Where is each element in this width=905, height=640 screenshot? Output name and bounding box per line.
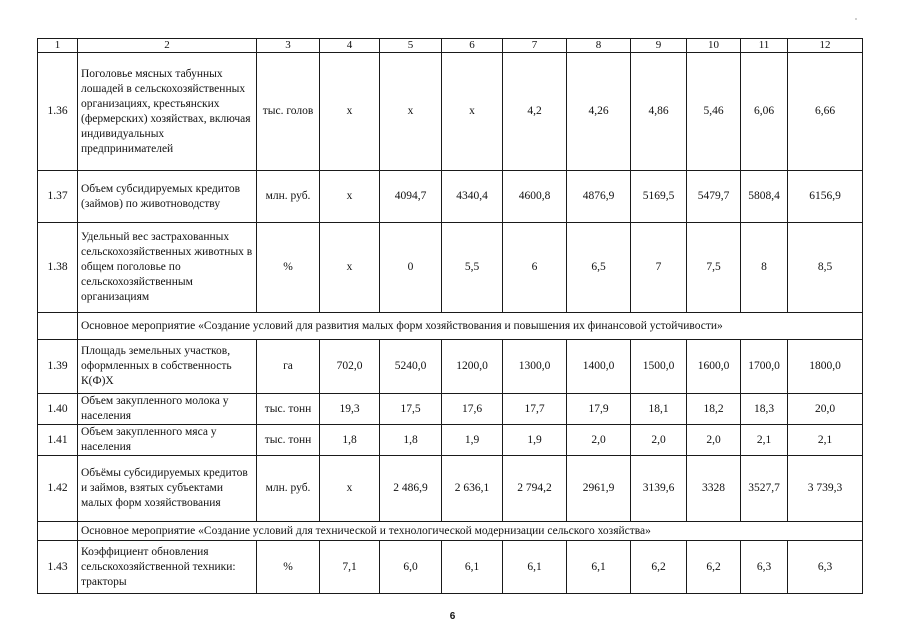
value-cell: 6,06 [741, 53, 788, 171]
value-cell: 18,1 [631, 394, 687, 425]
value-cell: 2,0 [687, 425, 741, 456]
value-cell: 6,2 [631, 541, 687, 594]
value-cell: 2 486,9 [380, 456, 442, 522]
unit-cell: млн. руб. [257, 171, 320, 223]
value-cell: 7 [631, 223, 687, 313]
indicator-name: Поголовье мясных табунных лошадей в сельскохозяйственных организациях, крестьянских (фермерских) хозяйствах, включая индивидуальных предпринимателей [78, 53, 257, 171]
table-row [38, 541, 863, 594]
value-cell: 5479,7 [687, 171, 741, 223]
column-number: 3 [257, 39, 320, 53]
value-cell: 6,5 [567, 223, 631, 313]
page-number: 6 [449, 611, 456, 622]
indicator-name: Коэффициент обновления сельскохозяйственной техники: тракторы [78, 541, 257, 594]
scan-dot [855, 18, 857, 20]
value-cell: x [320, 456, 380, 522]
table-body [38, 39, 863, 594]
column-number: 11 [741, 39, 788, 53]
column-number: 12 [788, 39, 863, 53]
indicators-table [37, 38, 863, 594]
value-cell: 1,8 [380, 425, 442, 456]
value-cell: 3139,6 [631, 456, 687, 522]
unit-cell: тыс. тонн [257, 425, 320, 456]
value-cell: x [320, 53, 380, 171]
event-row-spacer [38, 313, 78, 340]
value-cell: 2,1 [788, 425, 863, 456]
value-cell: 6,2 [687, 541, 741, 594]
row-number: 1.41 [38, 425, 78, 456]
column-number: 6 [442, 39, 503, 53]
value-cell: 6,0 [380, 541, 442, 594]
value-cell: 3328 [687, 456, 741, 522]
column-number: 7 [503, 39, 567, 53]
value-cell: 6,3 [741, 541, 788, 594]
column-number: 9 [631, 39, 687, 53]
value-cell: 6,1 [503, 541, 567, 594]
indicator-name: Объем субсидируемых кредитов (займов) по животноводству [78, 171, 257, 223]
value-cell: 1,9 [503, 425, 567, 456]
event-title: Основное мероприятие «Создание условий для развития малых форм хозяйствования и повышения их финансовой устойчивости» [78, 313, 863, 340]
value-cell: 6 [503, 223, 567, 313]
value-cell: 1700,0 [741, 340, 788, 394]
value-cell: 2,1 [741, 425, 788, 456]
value-cell: 5240,0 [380, 340, 442, 394]
value-cell: 2 636,1 [442, 456, 503, 522]
row-number: 1.38 [38, 223, 78, 313]
table-row [38, 394, 863, 425]
indicator-name: Удельный вес застрахованных сельскохозяйственных животных в общем поголовье по сельскохозяйственным организациям [78, 223, 257, 313]
value-cell: 4,2 [503, 53, 567, 171]
value-cell: 1800,0 [788, 340, 863, 394]
value-cell: 1,8 [320, 425, 380, 456]
unit-cell: % [257, 223, 320, 313]
value-cell: x [320, 171, 380, 223]
indicator-name: Площадь земельных участков, оформленных в собственность К(Ф)Х [78, 340, 257, 394]
indicator-name: Объем закупленного мяса у населения [78, 425, 257, 456]
value-cell: 7,5 [687, 223, 741, 313]
table-row [38, 340, 863, 394]
unit-cell: тыс. тонн [257, 394, 320, 425]
value-cell: 4,86 [631, 53, 687, 171]
value-cell: 4340,4 [442, 171, 503, 223]
unit-cell: % [257, 541, 320, 594]
row-number: 1.37 [38, 171, 78, 223]
value-cell: 17,5 [380, 394, 442, 425]
column-number: 2 [78, 39, 257, 53]
value-cell: 6,3 [788, 541, 863, 594]
table-row [38, 171, 863, 223]
value-cell: 4,26 [567, 53, 631, 171]
event-row-spacer [38, 522, 78, 541]
value-cell: 2961,9 [567, 456, 631, 522]
value-cell: 18,2 [687, 394, 741, 425]
value-cell: 4876,9 [567, 171, 631, 223]
unit-cell: га [257, 340, 320, 394]
value-cell: x [442, 53, 503, 171]
value-cell: 1300,0 [503, 340, 567, 394]
indicator-name: Объем закупленного молока у населения [78, 394, 257, 425]
table-row [38, 223, 863, 313]
table-row [38, 456, 863, 522]
value-cell: 0 [380, 223, 442, 313]
column-number: 1 [38, 39, 78, 53]
value-cell: 3 739,3 [788, 456, 863, 522]
column-number: 4 [320, 39, 380, 53]
event-row [38, 313, 863, 340]
row-number: 1.36 [38, 53, 78, 171]
value-cell: 5808,4 [741, 171, 788, 223]
value-cell: 6,1 [442, 541, 503, 594]
unit-cell: млн. руб. [257, 456, 320, 522]
value-cell: 702,0 [320, 340, 380, 394]
value-cell: 2,0 [567, 425, 631, 456]
value-cell: 1400,0 [567, 340, 631, 394]
value-cell: 5169,5 [631, 171, 687, 223]
column-number: 10 [687, 39, 741, 53]
value-cell: 6,1 [567, 541, 631, 594]
value-cell: 8 [741, 223, 788, 313]
row-number: 1.42 [38, 456, 78, 522]
value-cell: 17,6 [442, 394, 503, 425]
value-cell: 3527,7 [741, 456, 788, 522]
value-cell: 1,9 [442, 425, 503, 456]
event-row [38, 522, 863, 541]
value-cell: 5,46 [687, 53, 741, 171]
row-number: 1.39 [38, 340, 78, 394]
value-cell: 1200,0 [442, 340, 503, 394]
event-title: Основное мероприятие «Создание условий для технической и технологической модернизации сельского хозяйства» [78, 522, 863, 541]
value-cell: x [320, 223, 380, 313]
row-number: 1.40 [38, 394, 78, 425]
value-cell: 18,3 [741, 394, 788, 425]
value-cell: 2 794,2 [503, 456, 567, 522]
indicator-name: Объёмы субсидируемых кредитов и займов, взятых субъектами малых форм хозяйствования [78, 456, 257, 522]
value-cell: x [380, 53, 442, 171]
value-cell: 20,0 [788, 394, 863, 425]
column-number: 5 [380, 39, 442, 53]
value-cell: 7,1 [320, 541, 380, 594]
value-cell: 17,9 [567, 394, 631, 425]
value-cell: 5,5 [442, 223, 503, 313]
value-cell: 6156,9 [788, 171, 863, 223]
value-cell: 6,66 [788, 53, 863, 171]
unit-cell: тыс. голов [257, 53, 320, 171]
value-cell: 2,0 [631, 425, 687, 456]
row-number: 1.43 [38, 541, 78, 594]
column-number-row [38, 39, 863, 53]
table-row [38, 425, 863, 456]
value-cell: 4600,8 [503, 171, 567, 223]
column-number: 8 [567, 39, 631, 53]
value-cell: 4094,7 [380, 171, 442, 223]
value-cell: 19,3 [320, 394, 380, 425]
value-cell: 8,5 [788, 223, 863, 313]
value-cell: 17,7 [503, 394, 567, 425]
value-cell: 1600,0 [687, 340, 741, 394]
table-row [38, 53, 863, 171]
value-cell: 1500,0 [631, 340, 687, 394]
